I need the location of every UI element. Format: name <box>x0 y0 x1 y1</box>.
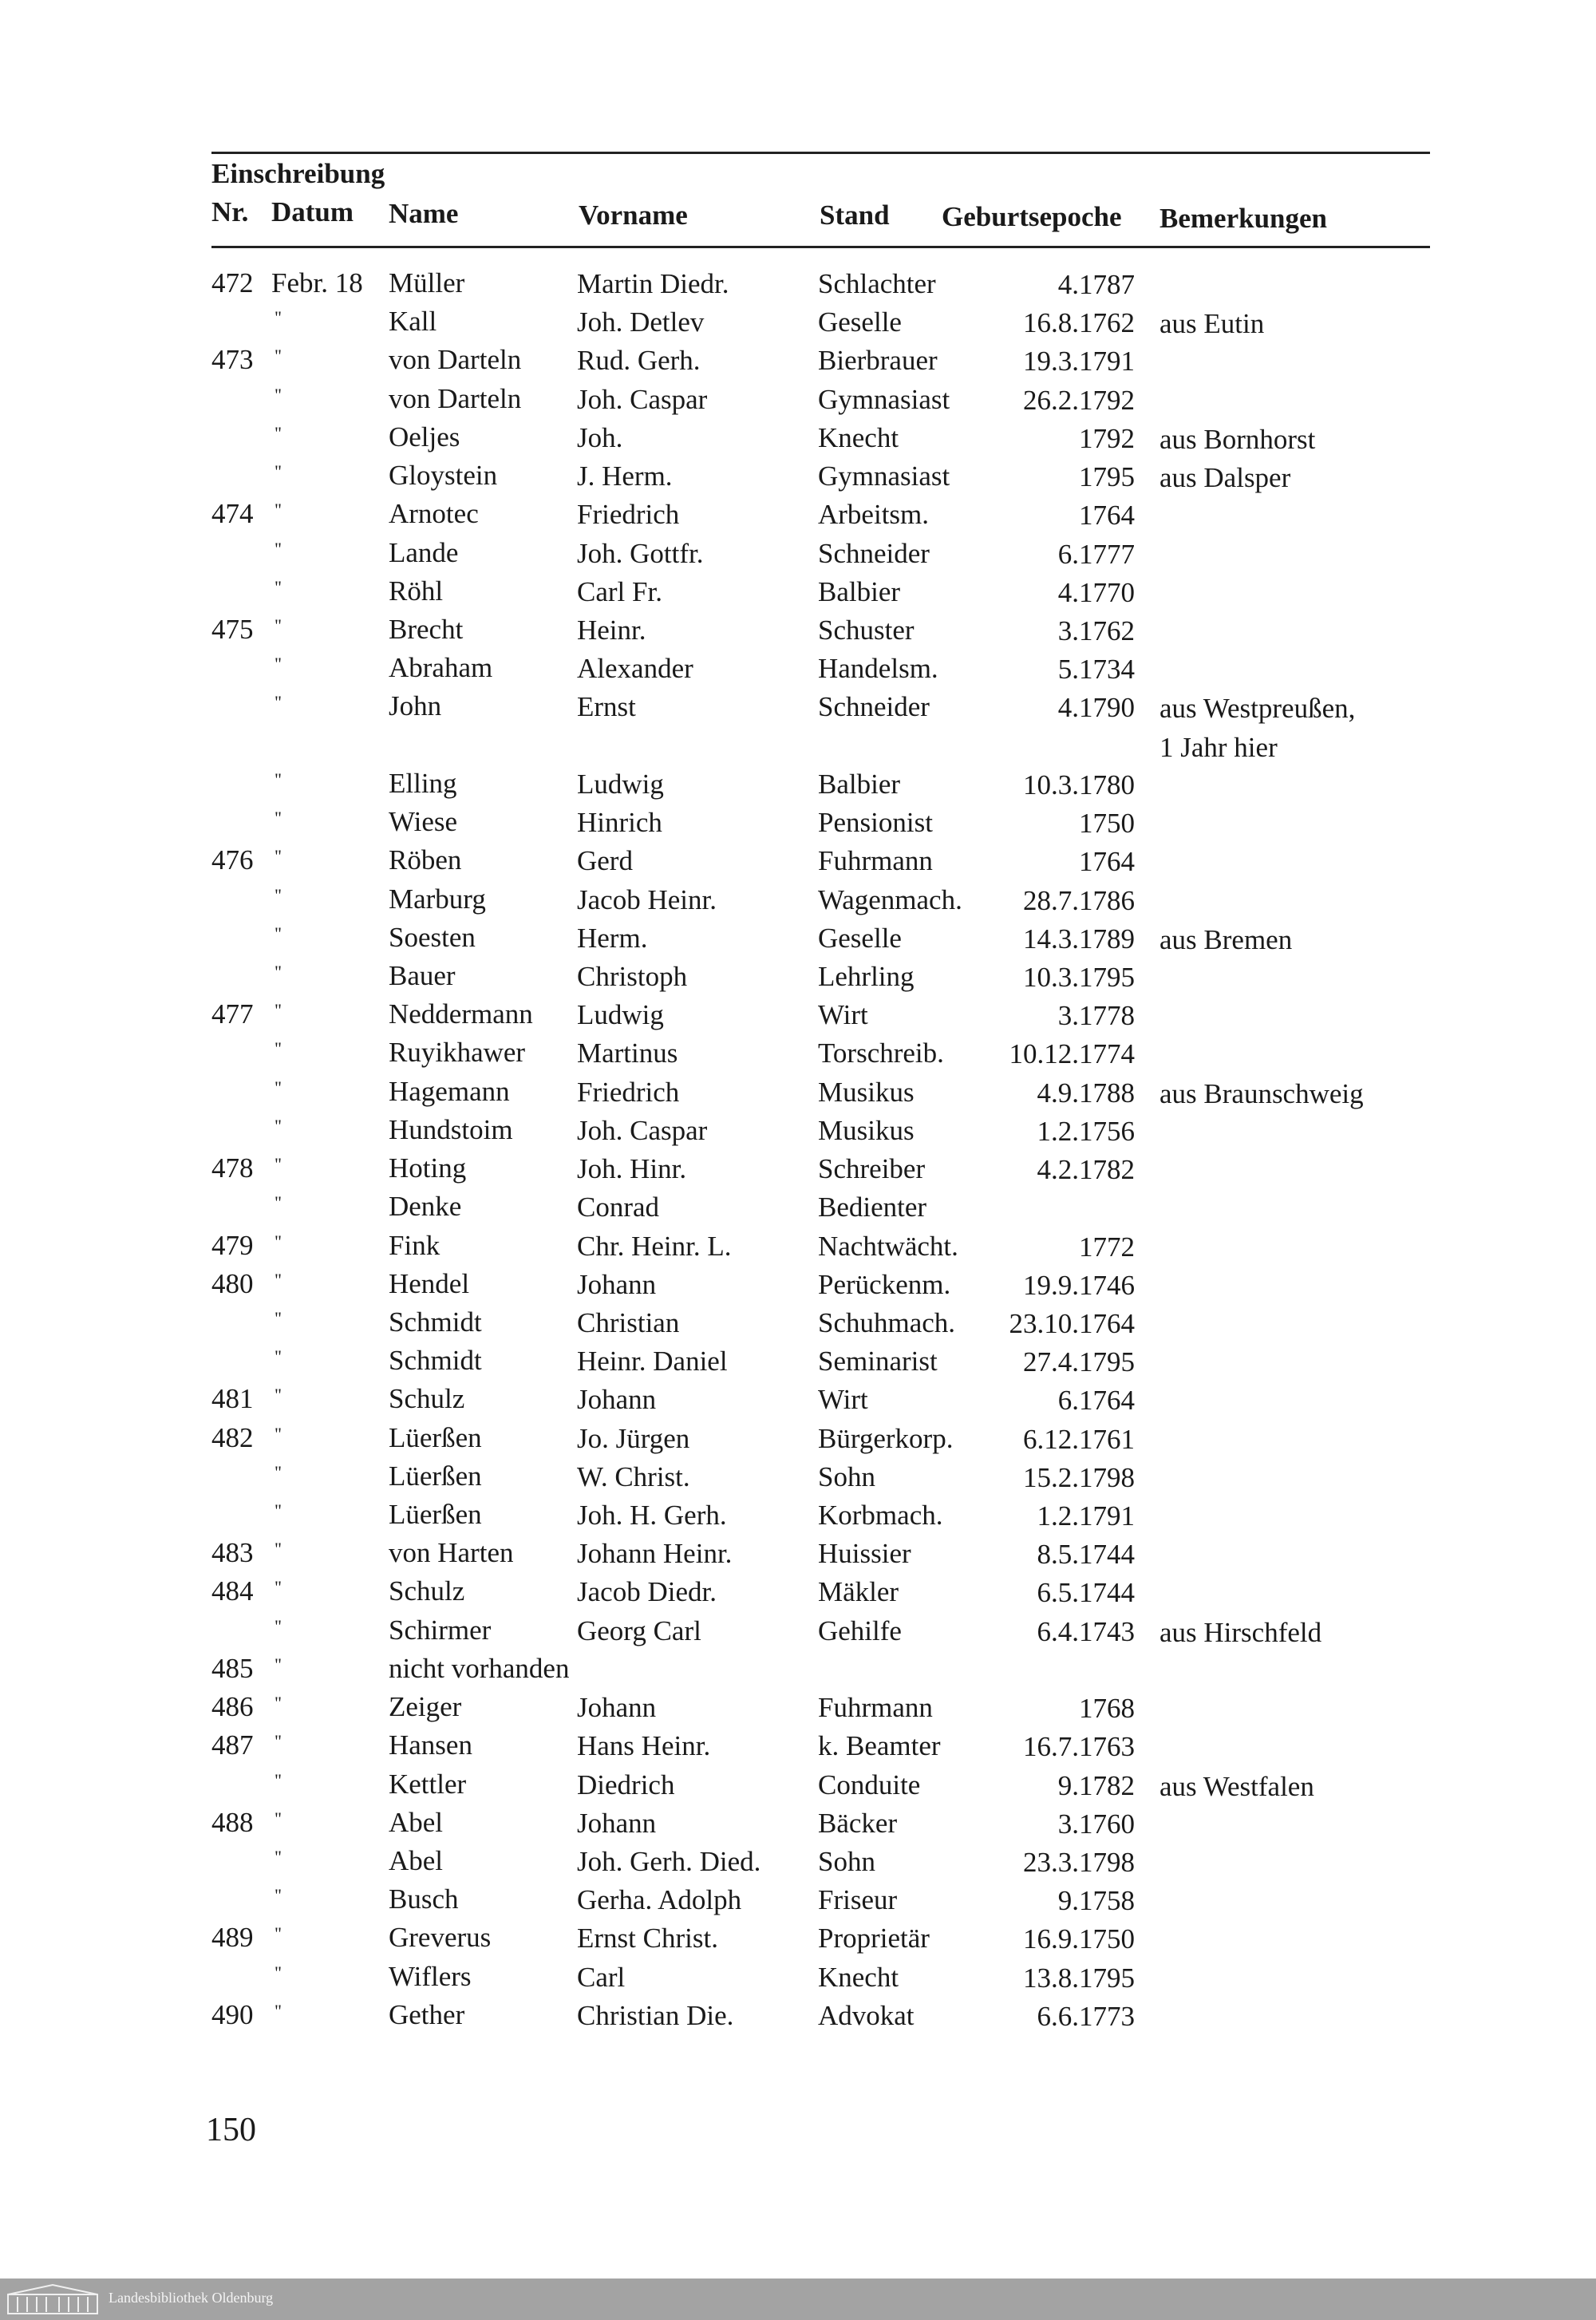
row-nr: 480 <box>211 1267 254 1299</box>
row-stand: Fuhrmann <box>818 1692 933 1724</box>
row-vorname: Johann <box>577 1807 657 1839</box>
row-stand: Bürgerkorp. <box>818 1422 954 1454</box>
row-name: Busch <box>389 1883 459 1915</box>
row-geburtsepoche: 1764 <box>1079 846 1135 878</box>
row-stand: Bäcker <box>818 1807 898 1839</box>
row-nr: 486 <box>211 1691 254 1723</box>
row-name: Abel <box>389 1806 444 1838</box>
row-name: Schmidt <box>389 1306 482 1338</box>
row-stand: Torschreib. <box>818 1037 944 1069</box>
row-vorname: Joh. Gottfr. <box>577 537 704 569</box>
row-stand: Bierbrauer <box>818 345 938 377</box>
row-geburtsepoche: 6.1777 <box>1057 538 1135 570</box>
row-datum: " <box>275 1654 282 1674</box>
row-geburtsepoche: 3.1760 <box>1057 1808 1135 1840</box>
row-name: Hagemann <box>389 1075 510 1107</box>
header-geburtsepoche: Geburtsepoche <box>942 201 1122 232</box>
row-name: Lande <box>389 536 459 568</box>
row-stand: Schreiber <box>818 1153 926 1185</box>
row-datum: " <box>275 422 282 443</box>
row-geburtsepoche: 1768 <box>1079 1693 1135 1725</box>
row-vorname: Joh. <box>577 421 623 453</box>
row-stand: Fuhrmann <box>818 845 933 877</box>
header-bottom-rule <box>211 246 1430 248</box>
row-vorname: Gerd <box>577 845 633 877</box>
row-stand: Balbier <box>818 768 901 800</box>
footer-bar <box>0 2279 1596 2320</box>
row-datum: " <box>275 769 282 789</box>
row-datum: " <box>275 1307 282 1328</box>
row-nr: 487 <box>211 1729 254 1761</box>
row-geburtsepoche: 4.2.1782 <box>1037 1154 1135 1186</box>
row-nr: 484 <box>211 1575 254 1607</box>
row-vorname: Ludwig <box>577 768 664 800</box>
row-nr: 488 <box>211 1806 254 1838</box>
row-geburtsepoche: 1.2.1791 <box>1037 1500 1135 1532</box>
row-geburtsepoche: 10.3.1795 <box>1023 961 1135 993</box>
row-name: Hendel <box>389 1267 470 1299</box>
row-geburtsepoche: 16.8.1762 <box>1023 307 1135 339</box>
row-name: Schulz <box>389 1575 465 1607</box>
row-vorname: Gerha. Adolph <box>577 1884 742 1916</box>
row-stand: Sohn <box>818 1460 875 1492</box>
row-geburtsepoche: 10.12.1774 <box>1009 1038 1135 1070</box>
row-datum: " <box>275 538 282 559</box>
row-datum: " <box>275 1038 282 1059</box>
row-geburtsepoche: 15.2.1798 <box>1023 1461 1135 1493</box>
row-name: John <box>389 690 442 722</box>
row-vorname: Christoph <box>577 960 688 992</box>
row-stand: Lehrling <box>818 960 915 992</box>
row-stand: Advokat <box>818 1999 915 2031</box>
row-name: Röhl <box>389 575 444 607</box>
row-nr: 489 <box>211 1922 254 1954</box>
row-stand: Arbeitsm. <box>818 499 930 531</box>
row-geburtsepoche: 26.2.1792 <box>1023 384 1135 416</box>
row-nr: 483 <box>211 1537 254 1569</box>
row-nr: 479 <box>211 1229 254 1261</box>
row-geburtsepoche: 10.3.1780 <box>1023 769 1135 800</box>
page-number: 150 <box>206 2112 256 2148</box>
row-vorname: Johann Heinr. <box>577 1538 733 1570</box>
row-vorname: Joh. Detlev <box>577 306 705 338</box>
row-stand: Geselle <box>818 922 902 954</box>
footer-library-name: Landesbibliothek Oldenburg <box>109 2290 274 2306</box>
row-nr: 476 <box>211 844 254 876</box>
row-stand: Proprietär <box>818 1923 930 1954</box>
row-datum: " <box>275 615 282 635</box>
row-stand: Geselle <box>818 306 902 338</box>
row-vorname: Christian Die. <box>577 1999 734 2031</box>
row-bemerkungen: aus Dalsper <box>1159 462 1291 494</box>
row-stand: Seminarist <box>818 1346 938 1377</box>
row-name: von Darteln <box>389 344 522 376</box>
row-vorname: Martin Diedr. <box>577 268 729 299</box>
row-stand: Huissier <box>818 1538 911 1570</box>
row-vorname: Herm. <box>577 922 648 954</box>
row-datum: " <box>275 1615 282 1636</box>
row-name: Gether <box>389 1998 465 2030</box>
row-geburtsepoche: 6.6.1773 <box>1037 2000 1135 2032</box>
row-name: Abraham <box>389 652 493 684</box>
row-datum: " <box>275 1154 282 1175</box>
row-nr: 475 <box>211 613 254 645</box>
row-name: Abel <box>389 1845 444 1877</box>
row-geburtsepoche: 9.1782 <box>1057 1769 1135 1801</box>
row-vorname: Conrad <box>577 1192 660 1223</box>
row-datum: " <box>275 1577 282 1598</box>
row-name: Schulz <box>389 1383 465 1415</box>
header-einschreibung: Einschreibung <box>211 158 385 189</box>
row-stand: Nachtwächt. <box>818 1230 958 1262</box>
row-datum: " <box>275 884 282 905</box>
header-nr: Nr. <box>211 196 249 227</box>
row-datum: " <box>275 2000 282 2021</box>
row-name: Arnotec <box>389 498 479 530</box>
row-name: Schmidt <box>389 1345 482 1377</box>
row-datum: " <box>275 1962 282 1982</box>
row-vorname: Johann <box>577 1692 657 1724</box>
row-bemerkungen: 1 Jahr hier <box>1159 731 1278 763</box>
row-name: Gloystein <box>389 460 498 492</box>
row-stand: Gehilfe <box>818 1615 902 1646</box>
row-vorname: Friedrich <box>577 499 680 531</box>
row-geburtsepoche: 16.9.1750 <box>1023 1923 1135 1955</box>
row-geburtsepoche: 9.1758 <box>1057 1885 1135 1917</box>
header-vorname: Vorname <box>579 200 688 231</box>
row-vorname: W. Christ. <box>577 1460 690 1492</box>
row-vorname: Rud. Gerh. <box>577 345 701 377</box>
row-stand: Knecht <box>818 421 899 453</box>
header-stand: Stand <box>820 200 890 231</box>
row-datum: " <box>275 1231 282 1251</box>
row-vorname: Joh. H. Gerh. <box>577 1500 727 1532</box>
row-geburtsepoche: 1.2.1756 <box>1037 1115 1135 1147</box>
row-geburtsepoche: 6.4.1743 <box>1037 1615 1135 1647</box>
row-vorname: Joh. Hinr. <box>577 1153 687 1185</box>
row-nr: 490 <box>211 1998 254 2030</box>
row-vorname: Carl <box>577 1961 626 1993</box>
row-name: nicht vorhanden <box>389 1652 570 1684</box>
row-nr: 473 <box>211 344 254 376</box>
row-datum: " <box>275 1000 282 1021</box>
row-stand: Gymnasiast <box>818 460 950 492</box>
row-datum: " <box>275 384 282 405</box>
row-stand: Musikus <box>818 1076 915 1108</box>
row-name: Oeljes <box>389 421 460 453</box>
row-nr: 478 <box>211 1152 254 1184</box>
row-vorname: Friedrich <box>577 1076 680 1108</box>
row-stand: Wagenmach. <box>818 883 962 915</box>
row-stand: Wirt <box>818 999 868 1031</box>
header-top-rule <box>211 152 1430 154</box>
header-name: Name <box>389 198 459 229</box>
row-stand: Perückenm. <box>818 1268 951 1300</box>
row-vorname: Joh. Caspar <box>577 1114 708 1146</box>
row-name: Lüerßen <box>389 1421 482 1453</box>
row-datum: " <box>275 500 282 520</box>
row-geburtsepoche: 1792 <box>1079 422 1135 454</box>
row-geburtsepoche: 19.3.1791 <box>1023 346 1135 377</box>
row-name: Ruyikhawer <box>389 1037 526 1069</box>
row-name: Soesten <box>389 921 476 953</box>
row-name: Elling <box>389 767 457 799</box>
row-name: Lüerßen <box>389 1499 482 1531</box>
row-name: Kall <box>389 306 437 338</box>
row-name: Wiese <box>389 806 458 838</box>
row-name: Müller <box>389 267 465 298</box>
row-vorname: J. Herm. <box>577 460 673 492</box>
row-datum: " <box>275 1847 282 1867</box>
header-datum: Datum <box>271 196 354 227</box>
row-geburtsepoche: 1795 <box>1079 461 1135 493</box>
row-datum: " <box>275 846 282 867</box>
row-stand: Conduite <box>818 1769 921 1800</box>
row-geburtsepoche: 3.1762 <box>1057 615 1135 646</box>
row-geburtsepoche: 14.3.1789 <box>1023 923 1135 954</box>
row-stand: Balbier <box>818 575 901 607</box>
row-stand: Korbmach. <box>818 1500 943 1532</box>
library-building-icon <box>6 2283 99 2315</box>
row-name: Fink <box>389 1229 440 1261</box>
row-name: Brecht <box>389 613 464 645</box>
row-vorname: Johann <box>577 1384 657 1416</box>
row-stand: Schlachter <box>818 268 936 299</box>
row-name: Hoting <box>389 1152 467 1184</box>
row-geburtsepoche: 8.5.1744 <box>1037 1539 1135 1571</box>
row-vorname: Georg Carl <box>577 1615 701 1646</box>
row-bemerkungen: aus Bremen <box>1159 923 1293 955</box>
row-bemerkungen: aus Hirschfeld <box>1159 1616 1322 1648</box>
row-vorname: Johann <box>577 1268 657 1300</box>
row-stand: Handelsm. <box>818 653 938 685</box>
row-stand: Friseur <box>818 1884 898 1916</box>
row-vorname: Ernst <box>577 691 636 723</box>
row-geburtsepoche: 1772 <box>1079 1231 1135 1263</box>
row-vorname: Heinr. Daniel <box>577 1346 728 1377</box>
row-geburtsepoche: 4.1787 <box>1057 269 1135 300</box>
row-datum: " <box>275 1500 282 1521</box>
row-name: Hansen <box>389 1729 472 1761</box>
row-vorname: Carl Fr. <box>577 575 662 607</box>
row-bemerkungen: aus Westfalen <box>1159 1770 1314 1802</box>
row-nr: 472 <box>211 267 254 298</box>
row-geburtsepoche: 3.1778 <box>1057 1000 1135 1032</box>
row-stand: Wirt <box>818 1384 868 1416</box>
row-datum: " <box>275 307 282 328</box>
row-datum: " <box>275 1923 282 1944</box>
row-bemerkungen: aus Bornhorst <box>1159 423 1316 455</box>
row-datum: Febr. 18 <box>271 267 363 298</box>
row-datum: " <box>275 1539 282 1559</box>
row-datum: " <box>275 1808 282 1828</box>
row-geburtsepoche: 5.1734 <box>1057 654 1135 686</box>
row-geburtsepoche: 28.7.1786 <box>1023 884 1135 916</box>
row-nr: 485 <box>211 1652 254 1684</box>
row-vorname: Martinus <box>577 1037 678 1069</box>
row-vorname: Ludwig <box>577 999 664 1031</box>
row-name: Neddermann <box>389 998 533 1030</box>
row-name: Marburg <box>389 883 486 915</box>
row-bemerkungen: aus Eutin <box>1159 308 1265 340</box>
row-geburtsepoche: 6.12.1761 <box>1023 1423 1135 1455</box>
row-stand: k. Beamter <box>818 1730 941 1762</box>
row-stand: Pensionist <box>818 807 933 839</box>
row-stand: Schneider <box>818 691 930 723</box>
row-geburtsepoche: 4.1770 <box>1057 576 1135 608</box>
row-name: Greverus <box>389 1922 492 1954</box>
row-name: Röben <box>389 844 462 876</box>
header-bemerkungen: Bemerkungen <box>1159 203 1327 234</box>
row-geburtsepoche: 19.9.1746 <box>1023 1269 1135 1301</box>
row-stand: Gymnasiast <box>818 383 950 415</box>
row-vorname: Jacob Heinr. <box>577 883 717 915</box>
row-vorname: Joh. Caspar <box>577 383 708 415</box>
row-name: von Darteln <box>389 382 522 414</box>
row-vorname: Hans Heinr. <box>577 1730 711 1762</box>
row-geburtsepoche: 23.3.1798 <box>1023 1847 1135 1879</box>
row-stand: Musikus <box>818 1114 915 1146</box>
row-vorname: Ernst Christ. <box>577 1923 718 1954</box>
row-vorname: Alexander <box>577 653 693 685</box>
row-vorname: Chr. Heinr. L. <box>577 1230 732 1262</box>
row-nr: 482 <box>211 1421 254 1453</box>
row-datum: " <box>275 1423 282 1444</box>
row-name: Kettler <box>389 1768 467 1800</box>
row-stand: Knecht <box>818 1961 899 1993</box>
row-geburtsepoche: 13.8.1795 <box>1023 1962 1135 1994</box>
row-geburtsepoche: 6.1764 <box>1057 1385 1135 1417</box>
row-datum: " <box>275 692 282 713</box>
row-datum: " <box>275 1115 282 1136</box>
row-nr: 477 <box>211 998 254 1030</box>
row-name: von Harten <box>389 1537 514 1569</box>
row-stand: Schneider <box>818 537 930 569</box>
row-datum: " <box>275 1077 282 1097</box>
row-geburtsepoche: 6.5.1744 <box>1037 1577 1135 1609</box>
row-geburtsepoche: 1750 <box>1079 808 1135 840</box>
row-vorname: Joh. Gerh. Died. <box>577 1846 761 1878</box>
row-geburtsepoche: 16.7.1763 <box>1023 1731 1135 1763</box>
row-datum: " <box>275 1769 282 1790</box>
row-datum: " <box>275 1731 282 1752</box>
row-datum: " <box>275 1693 282 1713</box>
row-datum: " <box>275 346 282 366</box>
row-datum: " <box>275 654 282 674</box>
row-nr: 474 <box>211 498 254 530</box>
row-geburtsepoche: 1764 <box>1079 500 1135 532</box>
row-name: Denke <box>389 1191 462 1223</box>
row-datum: " <box>275 1346 282 1367</box>
row-vorname: Jo. Jürgen <box>577 1422 690 1454</box>
row-stand: Schuster <box>818 614 915 646</box>
row-datum: " <box>275 808 282 828</box>
row-name: Hundstoim <box>389 1113 513 1145</box>
row-datum: " <box>275 1192 282 1213</box>
row-datum: " <box>275 1461 282 1482</box>
row-nr: 481 <box>211 1383 254 1415</box>
row-bemerkungen: aus Westpreußen, <box>1159 693 1356 725</box>
row-geburtsepoche: 23.10.1764 <box>1009 1307 1135 1339</box>
row-datum: " <box>275 923 282 943</box>
row-vorname: Jacob Diedr. <box>577 1576 717 1608</box>
row-name: Bauer <box>389 959 456 991</box>
row-stand: Sohn <box>818 1846 875 1878</box>
row-datum: " <box>275 1385 282 1405</box>
row-name: Wiflers <box>389 1960 472 1992</box>
row-name: Lüerßen <box>389 1460 482 1492</box>
row-stand: Bedienter <box>818 1192 927 1223</box>
row-vorname: Christian <box>577 1306 680 1338</box>
row-datum: " <box>275 461 282 482</box>
row-stand: Schuhmach. <box>818 1306 956 1338</box>
row-datum: " <box>275 1885 282 1906</box>
row-vorname: Hinrich <box>577 807 662 839</box>
row-name: Zeiger <box>389 1691 462 1723</box>
row-vorname: Diedrich <box>577 1769 675 1800</box>
row-datum: " <box>275 1269 282 1290</box>
row-datum: " <box>275 961 282 982</box>
row-geburtsepoche: 27.4.1795 <box>1023 1346 1135 1378</box>
row-geburtsepoche: 4.1790 <box>1057 692 1135 724</box>
row-geburtsepoche: 4.9.1788 <box>1037 1077 1135 1109</box>
row-stand: Mäkler <box>818 1576 899 1608</box>
row-datum: " <box>275 576 282 597</box>
row-bemerkungen: aus Braunschweig <box>1159 1077 1364 1109</box>
row-vorname: Heinr. <box>577 614 646 646</box>
row-name: Schirmer <box>389 1614 492 1646</box>
